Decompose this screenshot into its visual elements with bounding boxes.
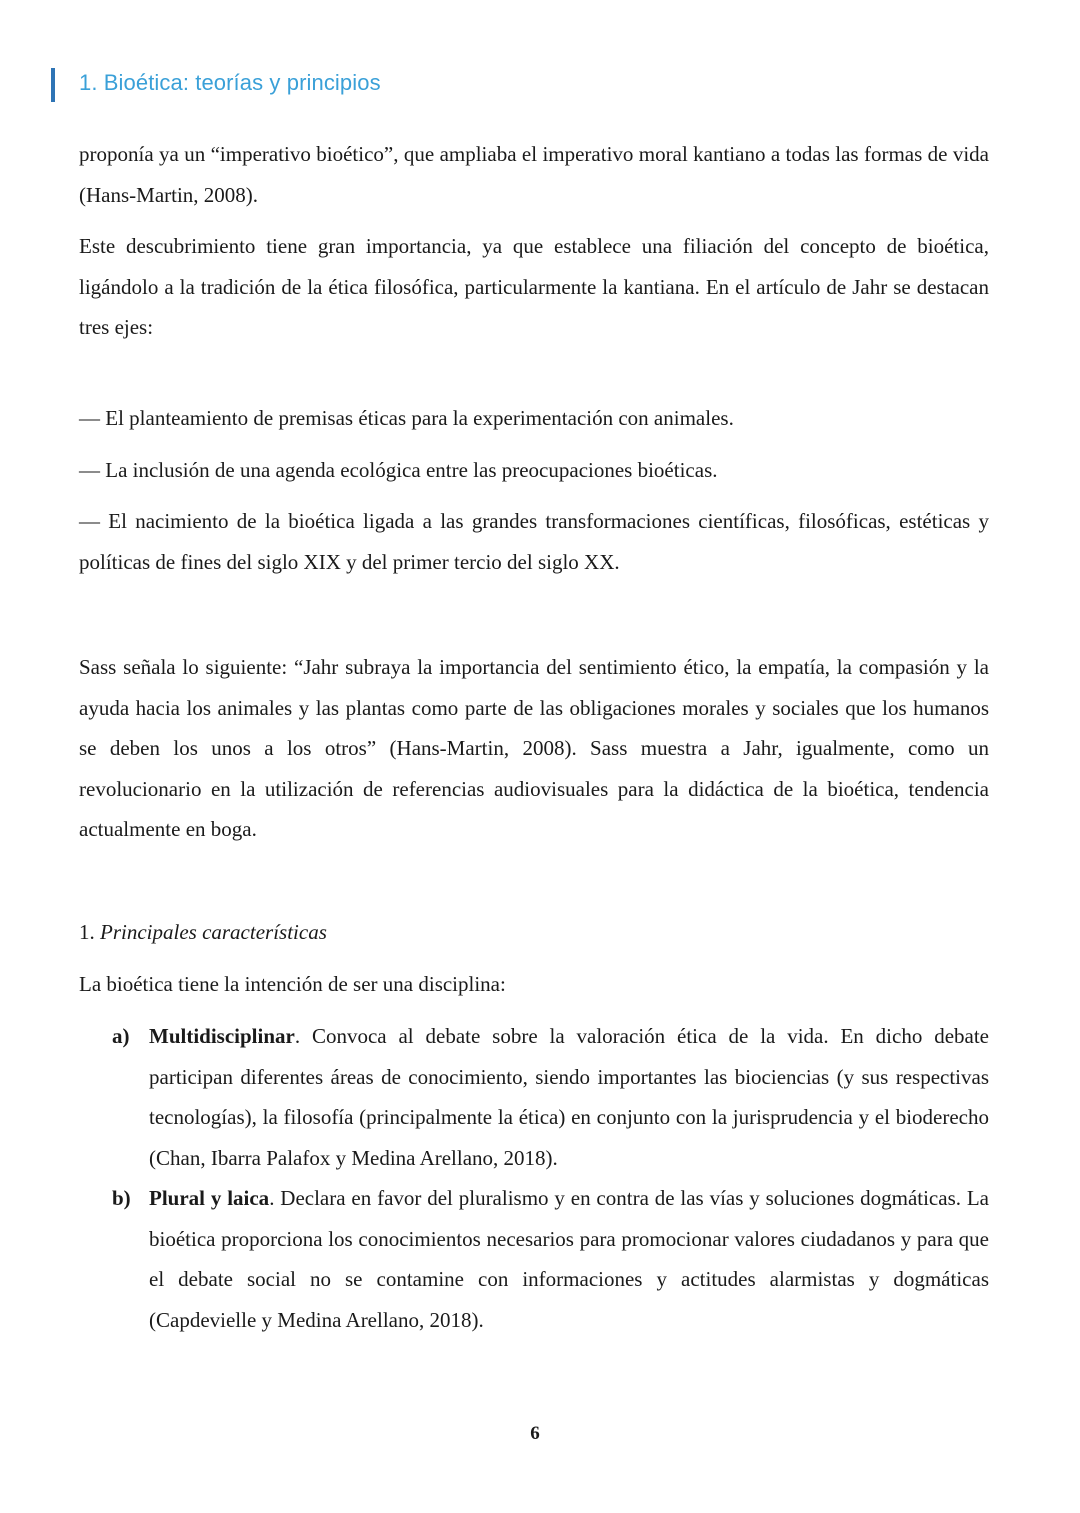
lettered-list [112, 1016, 989, 1340]
dash-list-item: — La inclusión de una agenda ecológica entre las preocupaciones bioéticas. [79, 457, 718, 482]
item-term: Multidisciplinar [149, 1024, 295, 1048]
dash-list [79, 398, 989, 593]
list-marker: a) [112, 1024, 130, 1048]
header-accent-bar [51, 68, 55, 102]
dash-list-item: — El nacimiento de la bioética ligada a las grandes transformaciones científicas, filosóficas, estéticas y políticas de fines del siglo XIX y del primer tercio del siglo XX. [79, 509, 989, 574]
paragraph-text: Sass señala lo siguiente: “Jahr subraya la importancia del sentimiento ético, la empatía, la compasión y la ayuda hacia los animales y las plantas como parte de las obligaciones morales y sociales que los humanos se deben los unos a los otros” (Hans-Martin, 2008). Sass muestra a Jahr, igualmente, como un revolucionario en la utilización de referencias audiovisuales para la didáctica de la bioética, tendencia actualmente en boga. [79, 655, 989, 841]
item-text: . Convoca al debate sobre la valoración ética de la vida. En dicho debate participan diferentes áreas de conocimiento, siendo importantes las biociencias (y sus respectivas tecnologías), la filosofía (principalmente la ética) en conjunto con la jurisprudencia y el bioderecho (Chan, Ibarra Palafox y Medina Arellano, 2018). [149, 1024, 989, 1170]
paragraph-continuation [79, 134, 989, 215]
subsection-number: 1. [79, 920, 100, 944]
lettered-list-item [112, 1016, 989, 1178]
paragraph-discovery [79, 226, 989, 348]
lettered-list-item [112, 1178, 989, 1340]
subsection-heading [79, 912, 989, 953]
subsection-title: Principales características [100, 920, 327, 944]
item-term: Plural y laica [149, 1186, 270, 1210]
paragraph-text: Este descubrimiento tiene gran importancia, ya que establece una filiación del concepto de bioética, ligándolo a la tradición de la ética filosófica, particularmente la kantiana. En el artículo de Jahr se destacan tres ejes: [79, 234, 989, 339]
paragraph-sass-quote [79, 647, 989, 850]
paragraph-text: proponía ya un “imperativo bioético”, que ampliaba el imperativo moral kantiano a todas las formas de vida (Hans-Martin, 2008). [79, 142, 989, 207]
paragraph-intro-list [79, 964, 989, 1005]
dash-list-item: — El planteamiento de premisas éticas para la experimentación con animales. [79, 406, 734, 430]
page-number: 6 [530, 1423, 540, 1444]
section-header-title: 1. Bioética: teorías y principios [79, 70, 381, 95]
paragraph-text: La bioética tiene la intención de ser una disciplina: [79, 972, 506, 996]
item-text: . Declara en favor del pluralismo y en contra de las vías y soluciones dogmáticas. La bioética proporciona los conocimientos necesarios para promocionar valores ciudadanos y para que el debate social no se contamine con informaciones y actitudes alarmistas y dogmáticas (Capdevielle y Medina Arellano, 2018). [149, 1186, 989, 1332]
list-marker: b) [112, 1186, 131, 1210]
